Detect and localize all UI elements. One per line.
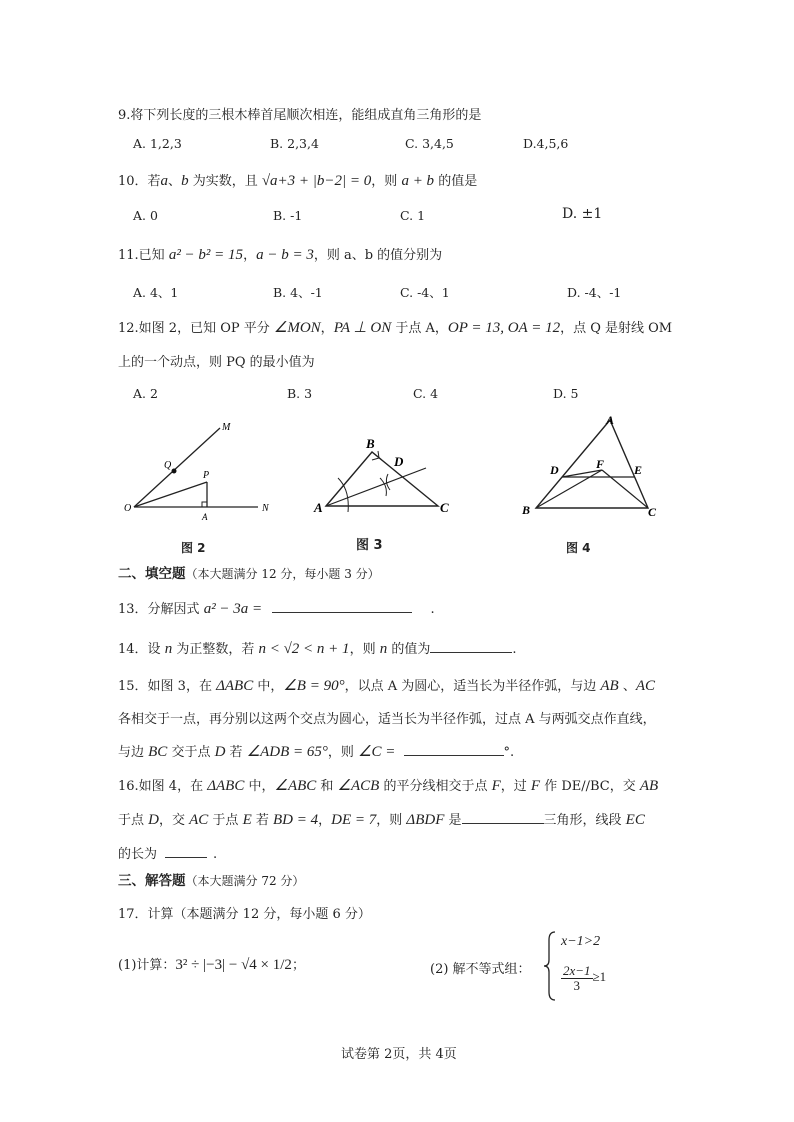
q10-equation: √a+3 + |b−2| = 0 (261, 173, 372, 189)
fig2-label-m: M (222, 422, 231, 433)
fig2-label-n: N (262, 503, 269, 514)
q15-line1: 15．如图 3，在 ΔABC 中，∠B = 90°，以点 A 为圆心，适当长为半径作弧，与边 AB 、AC (118, 678, 656, 694)
q11-option-d: D. -4、-1 (567, 285, 622, 300)
q11-option-b: B. 4、-1 (273, 285, 323, 300)
q17-inequality-1: x−1>2 (561, 934, 601, 949)
q16-line2: 于点 D，交 AC 于点 E 若 BD = 4，DE = 7，则 ΔBDF 是 三角形，线段 EC (118, 812, 645, 828)
q12-line1: 12.如图 2，已知 OP 平分 ∠MON，PA ⊥ ON 于点 A，OP = 13, OA = 12，点 Q 是射线 OM (118, 320, 673, 336)
q10-option-c: C. 1 (400, 208, 426, 223)
q16-line3: 的长为 . (118, 847, 218, 862)
q16-line1: 16.如图 4，在 ΔABC 中，∠ABC 和 ∠ACB 的平分线相交于点 F，过 F 作 DE//BC，交 AB (118, 778, 659, 794)
figure-3-caption: 图 3 (356, 538, 383, 553)
figure-3 (308, 430, 458, 525)
fig4-label-b: B (522, 503, 531, 517)
page-footer: 试卷第 2页，共 4页 (341, 1047, 457, 1062)
q9-option-a: A. 1,2,3 (133, 136, 182, 151)
fig4-label-a: A (606, 413, 615, 427)
fig2-label-o: O (124, 503, 132, 514)
q10-option-d: D. ±1 (562, 206, 603, 222)
q12-line2: 上的一个动点，则 PQ 的最小值为 (118, 355, 315, 370)
q11-option-a: A. 4、1 (133, 285, 179, 300)
fig3-label-b: B (366, 436, 375, 451)
q11-option-c: C. -4、1 (400, 285, 450, 300)
q14-text: 14．设 n 为正整数，若 n < √2 < n + 1，则 n 的值为 . (118, 641, 517, 657)
q17-inequality-2: $\frac{2x-1}{3}$ ≥1 (563, 963, 607, 993)
system-brace (543, 930, 557, 1002)
fig3-label-c: C (440, 500, 449, 515)
q10-text: 10．若a、b 为实数，且 √a+3 + |b−2| = 0，则 a + b 的值是 (118, 173, 478, 189)
figure-4-caption: 图 4 (566, 541, 591, 555)
q9-option-d: D.4,5,6 (523, 136, 569, 151)
q17-part1: (1)计算：3² ÷ |−3| − √4 × 1/2； (118, 957, 305, 973)
fig3-label-d: D (394, 454, 404, 469)
fig4-label-e: E (634, 463, 643, 477)
section-3-heading: 三、解答题（本大题满分 72 分） (118, 873, 305, 889)
section-2-heading: 二、填空题（本大题满分 12 分，每小题 3 分） (118, 566, 380, 582)
q17-heading: 17．计算（本题满分 12 分，每小题 6 分） (118, 907, 371, 922)
q15-line2: 各相交于一点，再分别以这两个交点为圆心，适当长为半径作弧，过点 A 与两弧交点作直线， (118, 712, 656, 727)
fig4-label-c: C (648, 505, 657, 519)
fig4-label-d: D (550, 463, 559, 477)
q12-option-c: C. 4 (413, 386, 439, 401)
q10-option-b: B. -1 (273, 208, 303, 223)
fig2-label-p: P (203, 470, 210, 481)
q11-text: 11.已知 a² − b² = 15，a − b = 3，则 a、b 的值分别为 (118, 247, 443, 263)
q9-text: 9.将下列长度的三根木棒首尾顺次相连，能组成直角三角形的是 (118, 108, 482, 123)
figure-4 (518, 410, 668, 525)
fig4-label-f: F (596, 457, 605, 471)
q12-option-b: B. 3 (287, 386, 313, 401)
fig2-label-a: A (202, 512, 208, 522)
q17-part2-label: (2) 解不等式组： (430, 962, 531, 977)
q10-option-a: A. 0 (133, 208, 158, 223)
figure-2-caption: 图 2 (181, 541, 206, 555)
fig3-label-a: A (314, 500, 323, 515)
q17-part1-expression: 3² ÷ |−3| − √4 × 1/2 (175, 957, 292, 973)
q9-option-b: B. 2,3,4 (270, 136, 319, 151)
q9-option-c: C. 3,4,5 (405, 136, 454, 151)
figure-2 (118, 418, 278, 528)
fig2-label-q: Q (164, 460, 172, 471)
q12-option-d: D. 5 (553, 386, 579, 401)
q13-text: 13．分解因式 a² − 3a = . (118, 601, 435, 617)
q12-option-a: A. 2 (133, 386, 158, 401)
q15-line3: 与边 BC 交于点 D 若 ∠ADB = 65°，则 ∠C = °. (118, 744, 515, 760)
